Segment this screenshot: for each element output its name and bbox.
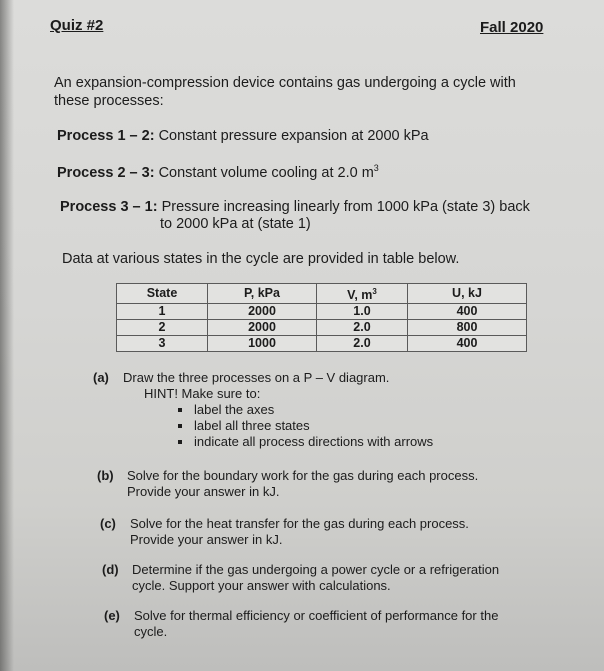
intro-line-2: these processes: bbox=[54, 93, 164, 109]
question-a bbox=[93, 370, 389, 385]
question-text: Determine if the gas undergoing a power cycle or a refrigeration bbox=[132, 562, 500, 577]
process-text: Constant pressure expansion at 2000 kPa bbox=[158, 128, 429, 144]
question-text: Draw the three processes on a P – V diagram. bbox=[123, 370, 390, 385]
table-row bbox=[117, 304, 527, 320]
question-b-line-2: Provide your answer in kJ. bbox=[127, 484, 280, 499]
question-label: (e) bbox=[104, 608, 120, 623]
cell-energy: 400 bbox=[408, 304, 527, 320]
intro-line-1: An expansion-compression device contains gas undergoing a cycle with bbox=[54, 75, 516, 91]
process-2-3 bbox=[57, 163, 379, 181]
cell-volume: 2.0 bbox=[317, 336, 408, 352]
bullet-icon bbox=[178, 424, 182, 428]
cell-volume: 1.0 bbox=[317, 304, 408, 320]
question-text: Solve for the boundary work for the gas during each process. bbox=[127, 468, 479, 483]
cell-volume: 2.0 bbox=[317, 320, 408, 336]
question-e-line-2: cycle. bbox=[134, 624, 168, 639]
header-volume bbox=[317, 284, 408, 304]
term-label: Fall 2020 bbox=[480, 19, 544, 36]
process-label: Process 1 – 2: bbox=[57, 128, 155, 144]
cell-energy: 400 bbox=[408, 336, 527, 352]
question-label: (b) bbox=[97, 468, 114, 483]
question-b bbox=[97, 468, 478, 483]
header-state: State bbox=[117, 284, 208, 304]
question-d-line-2: cycle. Support your answer with calculations. bbox=[132, 578, 391, 593]
bullet-text: label all three states bbox=[194, 418, 310, 433]
bullet-text: label the axes bbox=[194, 402, 275, 417]
question-c bbox=[100, 516, 469, 531]
question-label: (c) bbox=[100, 516, 116, 531]
question-label: (d) bbox=[102, 562, 119, 577]
process-text: Constant volume cooling at 2.0 m bbox=[158, 164, 374, 181]
process-3-1-continued: to 2000 kPa at (state 1) bbox=[160, 216, 311, 232]
cell-energy: 800 bbox=[408, 320, 527, 336]
process-1-2 bbox=[57, 128, 429, 144]
quiz-title: Quiz #2 bbox=[50, 17, 104, 34]
table-row bbox=[117, 320, 527, 336]
cell-state: 1 bbox=[117, 304, 208, 320]
superscript: 3 bbox=[372, 287, 377, 296]
bullet-icon bbox=[178, 408, 182, 412]
cell-state: 3 bbox=[117, 336, 208, 352]
table-header-row bbox=[117, 284, 527, 304]
bullet-item bbox=[178, 434, 433, 449]
page-shadow bbox=[0, 0, 14, 671]
header-pressure: P, kPa bbox=[208, 284, 317, 304]
header-volume-label: V, m bbox=[347, 288, 373, 303]
question-c-line-2: Provide your answer in kJ. bbox=[130, 532, 283, 547]
cell-pressure: 2000 bbox=[208, 304, 317, 320]
cell-state: 2 bbox=[117, 320, 208, 336]
superscript: 3 bbox=[373, 163, 379, 173]
state-data-table bbox=[116, 283, 527, 352]
table-intro: Data at various states in the cycle are provided in table below. bbox=[62, 251, 460, 267]
question-d bbox=[102, 562, 499, 577]
bullet-text: indicate all process directions with arrows bbox=[194, 434, 434, 449]
header-energy: U, kJ bbox=[408, 284, 527, 304]
process-label: Process 3 – 1: bbox=[60, 199, 158, 215]
bullet-icon bbox=[178, 440, 182, 444]
process-3-1 bbox=[60, 199, 530, 215]
question-e bbox=[104, 608, 498, 623]
hint-text: HINT! Make sure to: bbox=[144, 386, 261, 401]
table-row bbox=[117, 336, 527, 352]
bullet-item bbox=[178, 418, 310, 433]
process-text: Pressure increasing linearly from 1000 kPa (state 3) back bbox=[161, 199, 530, 215]
process-label: Process 2 – 3: bbox=[57, 164, 155, 181]
cell-pressure: 2000 bbox=[208, 320, 317, 336]
question-text: Solve for the heat transfer for the gas during each process. bbox=[130, 516, 469, 531]
question-text: Solve for thermal efficiency or coefficient of performance for the bbox=[134, 608, 499, 623]
question-label: (a) bbox=[93, 370, 109, 385]
bullet-item bbox=[178, 402, 274, 417]
cell-pressure: 1000 bbox=[208, 336, 317, 352]
